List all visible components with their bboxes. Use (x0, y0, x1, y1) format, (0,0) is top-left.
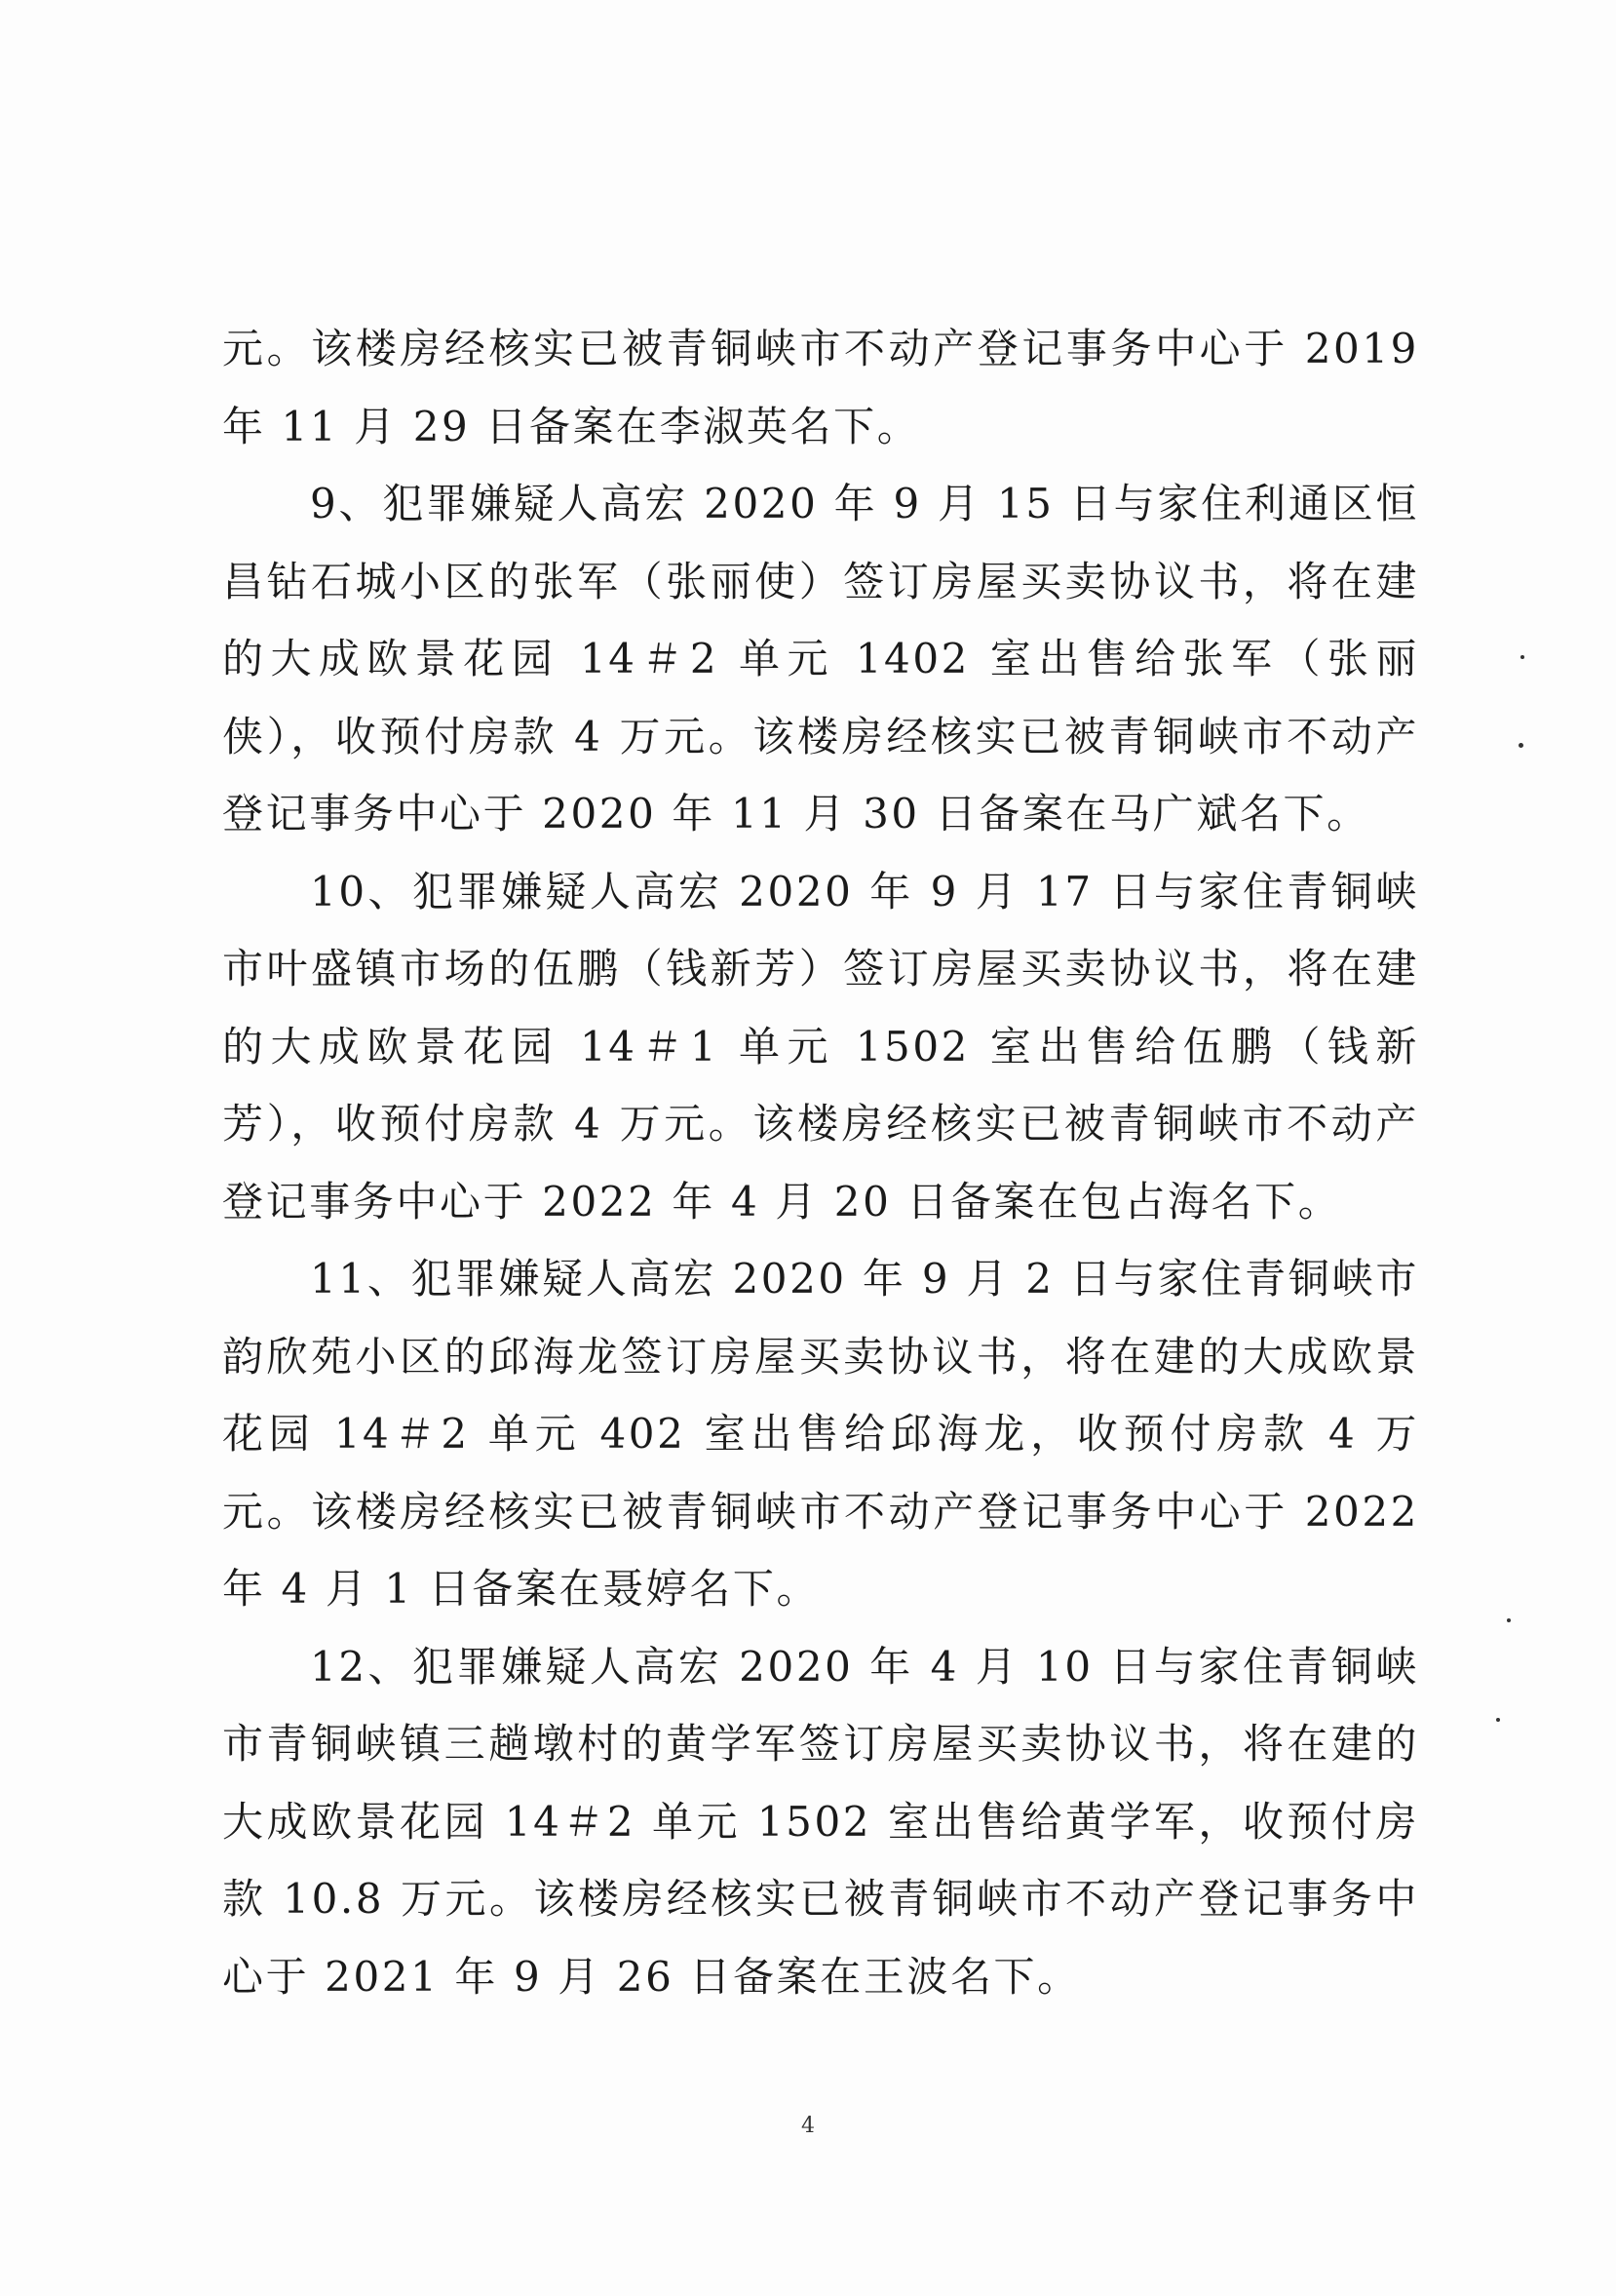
scan-speck (1496, 1718, 1500, 1722)
paragraph-continuation: 元。该楼房经核实已被青铜峡市不动产登记事务中心于 2019 年 11 月 29 日备案在李淑英名下。 (222, 325, 1419, 450)
document-body (222, 310, 1419, 2015)
paragraph-item-10: 10、犯罪嫌疑人高宏 2020 年 9 月 17 日与家住青铜峡市叶盛镇市场的伍鹏（钱新芳）签订房屋买卖协议书，将在建的大成欧景花园 14＃1 单元 1502 室出售给伍鹏（钱新芳），收预付房款 4 万元。该楼房经核实已被青铜峡市不动产登记事务中心于 2022 年 4 月 20 日备案在包占海名下。 (222, 867, 1419, 1226)
scan-speck (1519, 743, 1523, 748)
paragraph-item-9: 9、犯罪嫌疑人高宏 2020 年 9 月 15 日与家住利通区恒昌钻石城小区的张军（张丽使）签订房屋买卖协议书，将在建的大成欧景花园 14＃2 单元 1402 室出售给张军（张丽侠），收预付房款 4 万元。该楼房经核实已被青铜峡市不动产登记事务中心于 2020 年 11 月 30 日备案在马广斌名下。 (222, 480, 1419, 837)
scan-speck (1520, 655, 1524, 659)
paragraph-item-11: 11、犯罪嫌疑人高宏 2020 年 9 月 2 日与家住青铜峡市韵欣苑小区的邱海龙签订房屋买卖协议书，将在建的大成欧景花园 14＃2 单元 402 室出售给邱海龙，收预付房款 4 万元。该楼房经核实已被青铜峡市不动产登记事务中心于 2022 年 4 月 1 日备案在聂婷名下。 (222, 1255, 1419, 1613)
page-number: 4 (801, 2114, 815, 2138)
scan-speck (1507, 1618, 1511, 1622)
paragraph-item-12: 12、犯罪嫌疑人高宏 2020 年 4 月 10 日与家住青铜峡市青铜峡镇三趟墩村的黄学军签订房屋买卖协议书，将在建的大成欧景花园 14＃2 单元 1502 室出售给黄学军，收预付房款 10.8 万元。该楼房经核实已被青铜峡市不动产登记事务中心于 2021 年 9 月 26 日备案在王波名下。 (222, 1642, 1419, 2001)
